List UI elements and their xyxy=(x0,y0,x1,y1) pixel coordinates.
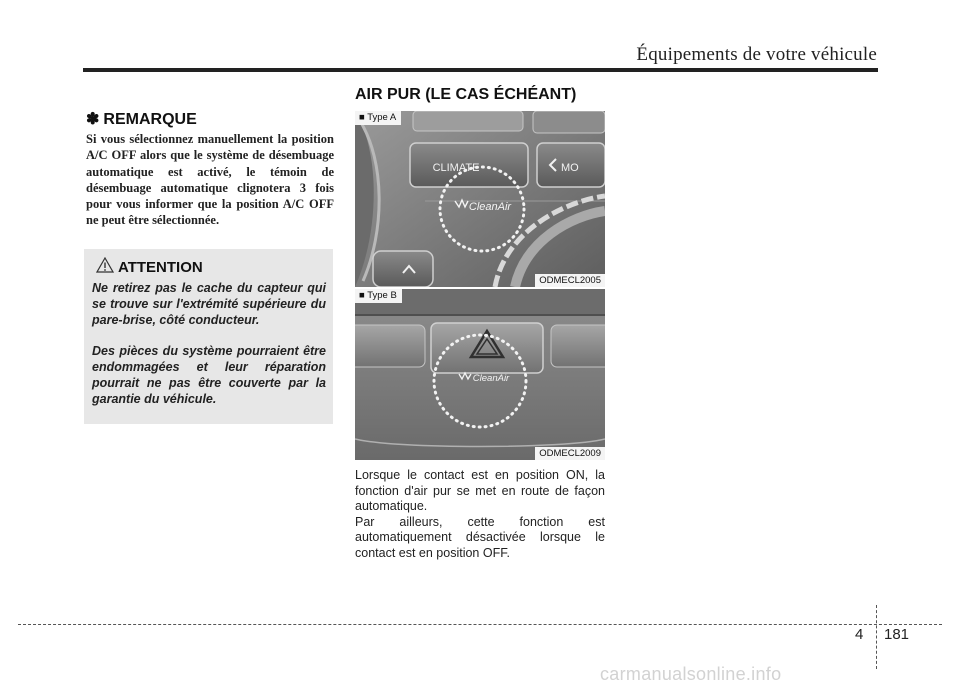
note-star-icon: ✽ xyxy=(86,111,100,128)
type-a-label: ■ Type A xyxy=(355,111,401,125)
photo-type-b xyxy=(355,289,605,460)
climate-panel-type-a-illustration xyxy=(355,111,605,287)
body-paragraph-1: Lorsque le contact est en position ON, la fonction d'air pur se met en route de façon automatique. xyxy=(355,468,605,513)
page-number: 181 xyxy=(884,626,910,643)
mode-button-label: MO xyxy=(561,162,579,174)
caution-title: ATTENTION xyxy=(118,259,203,276)
climate-button-label: CLIMATE xyxy=(432,162,480,174)
cleanair-label-b: CleanAir xyxy=(472,373,510,384)
header-title: Équipements de votre véhicule xyxy=(636,44,877,65)
header-rule xyxy=(83,68,878,72)
chapter-number: 4 xyxy=(855,626,864,643)
caution-paragraph-1: Ne retirez pas le cache du capteur qui se trouve sur l'extrémité supérieure du pare-brise, côté conducteur. xyxy=(92,281,326,327)
body-paragraph-2: Par ailleurs, cette fonction est automatiquement désactivée lorsque le contact est en position OFF. xyxy=(355,514,605,560)
note-heading-text: REMARQUE xyxy=(103,111,197,128)
body-text xyxy=(355,468,605,561)
warning-triangle-icon xyxy=(96,257,114,273)
cleanair-label-a: CleanAir xyxy=(468,201,512,213)
footer-divider xyxy=(876,605,877,669)
footer-rule xyxy=(18,624,942,625)
climate-panel-type-b-illustration xyxy=(355,289,605,460)
type-b-label: ■ Type B xyxy=(355,289,402,303)
type-b-code: ODMECL2009 xyxy=(535,447,605,460)
note-heading xyxy=(86,109,197,129)
type-a-code: ODMECL2005 xyxy=(535,274,605,287)
section-heading: AIR PUR (LE CAS ÉCHÉANT) xyxy=(355,86,577,103)
note-body: Si vous sélectionnez manuellement la position A/C OFF alors que le système de désembuage automatique est activé, le témoin de désembuage automatique clignotera 3 fois pour vous informer que la position A/C OFF ne peut être sélectionnée. xyxy=(86,132,334,228)
watermark: carmanualsonline.info xyxy=(600,664,782,684)
photo-type-a xyxy=(355,111,605,287)
caution-paragraph-2: Des pièces du système pourraient être endommagées et leur réparation pourrait ne pas être couverte par la garantie du véhicule. xyxy=(92,344,326,406)
